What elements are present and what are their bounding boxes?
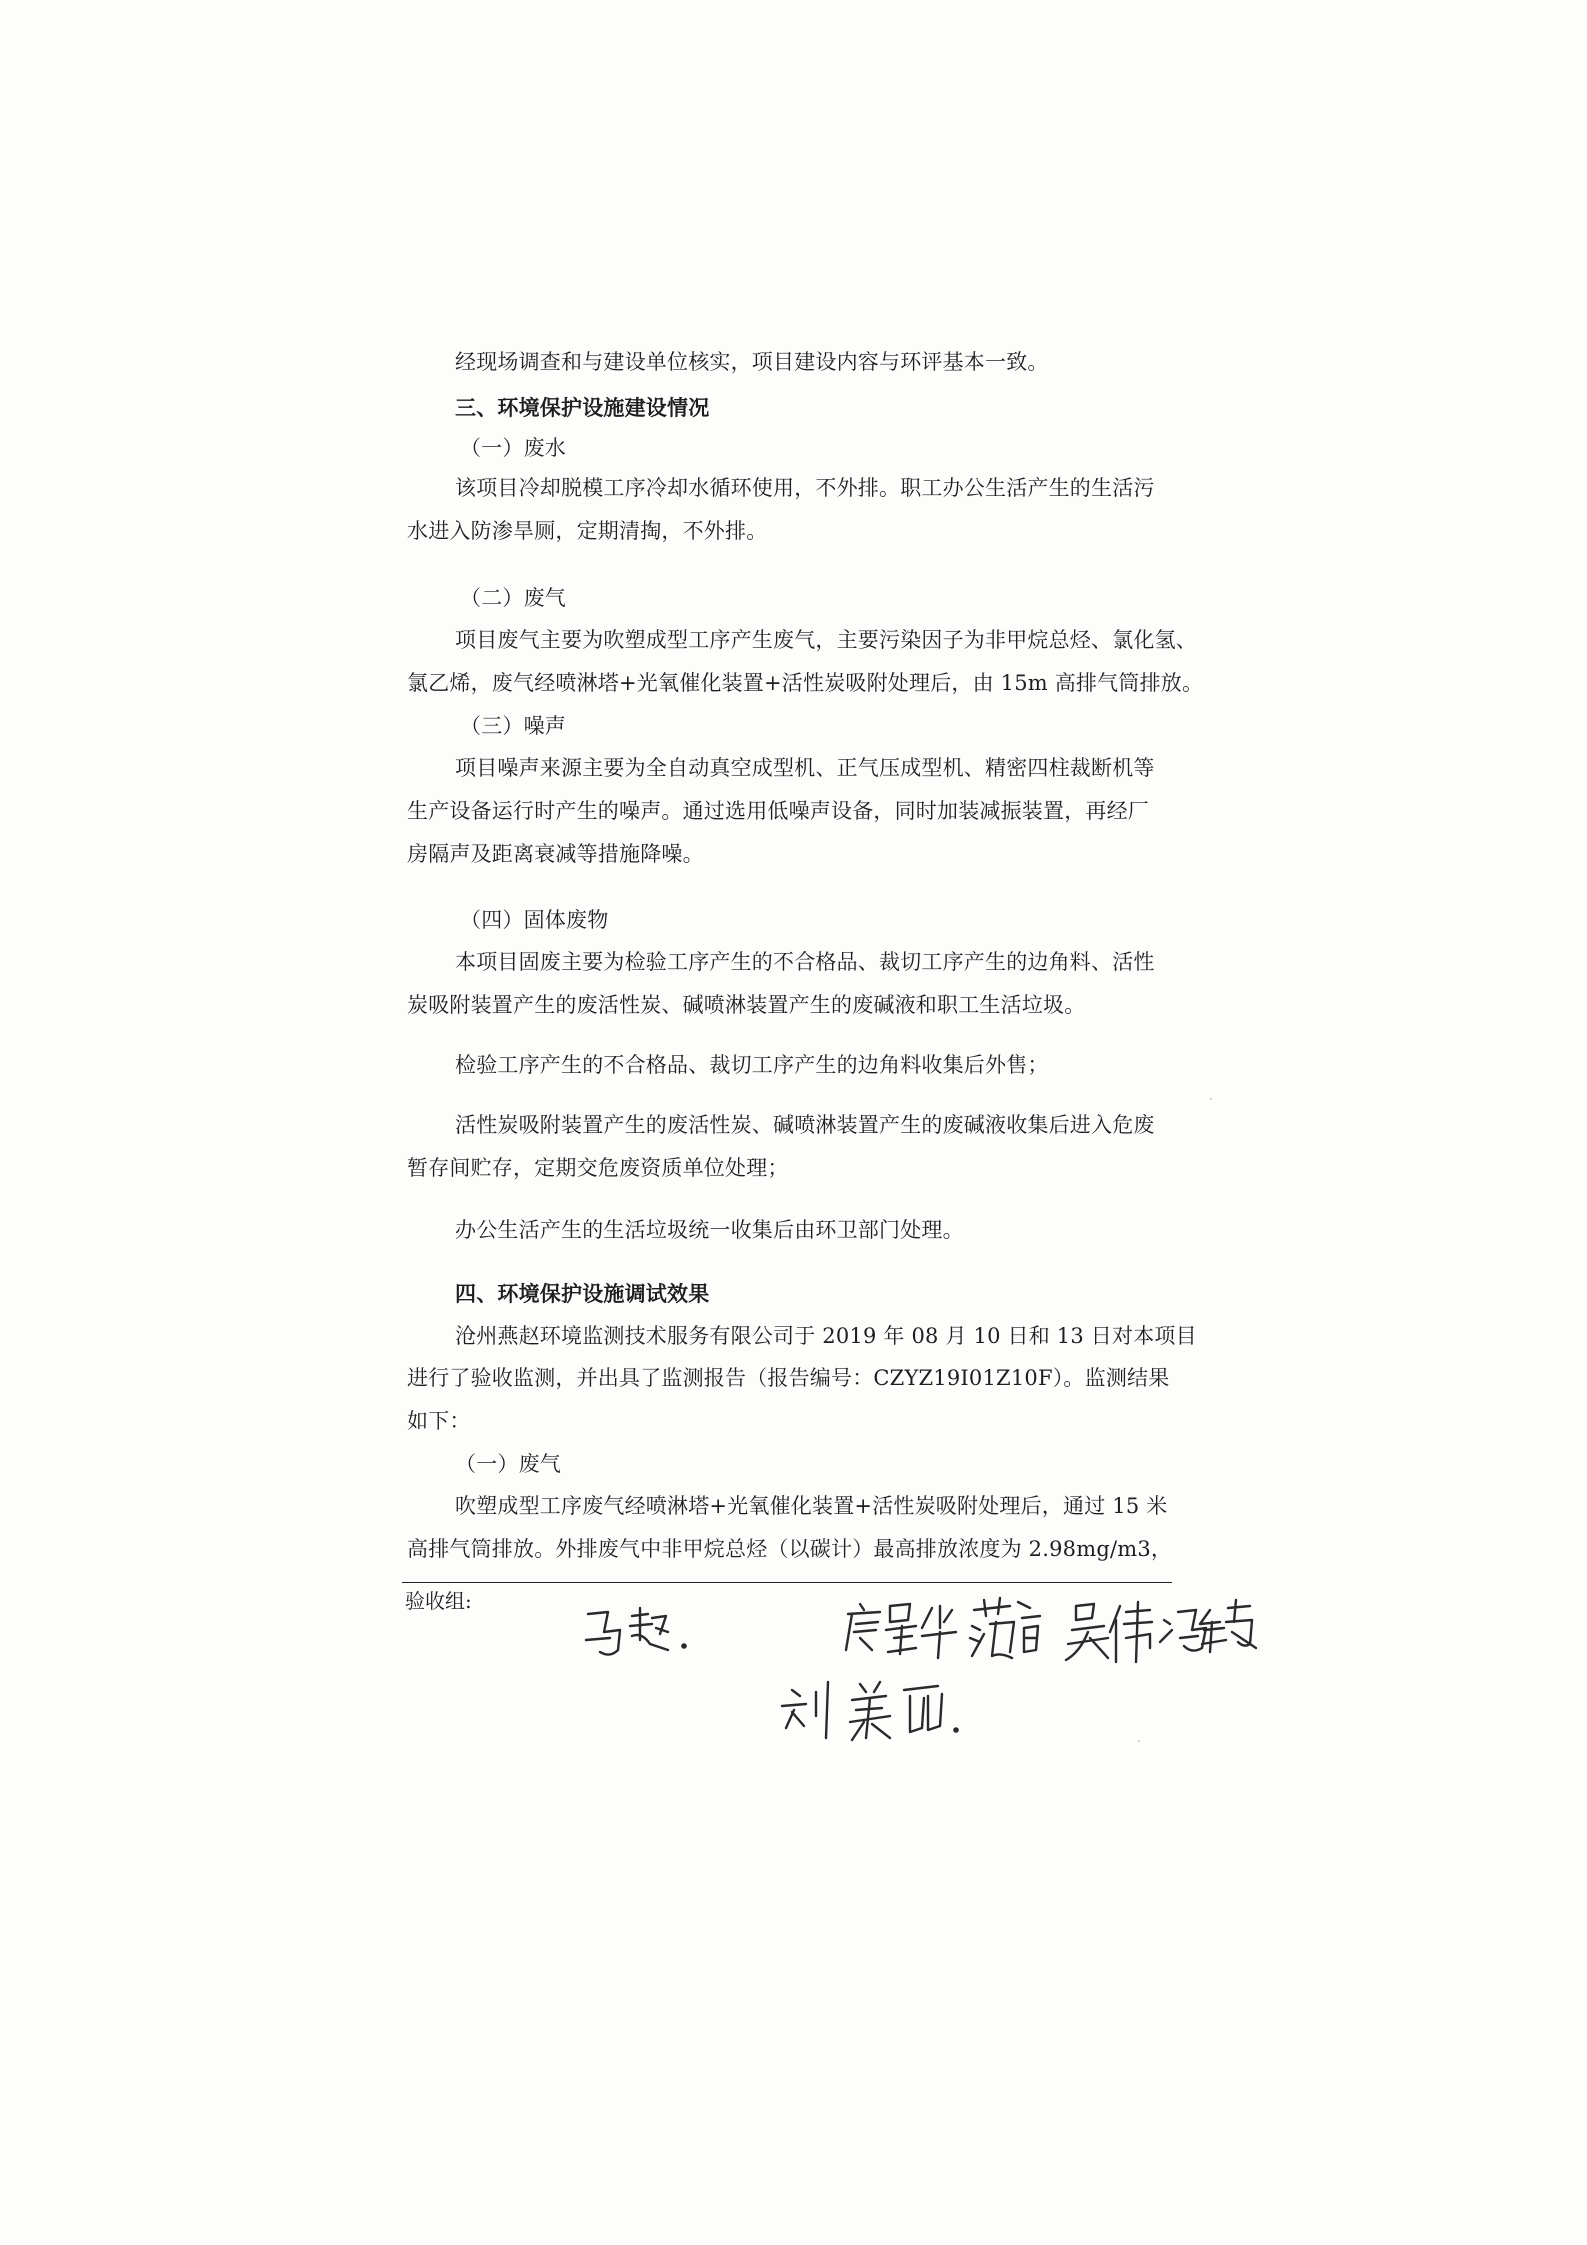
subsection-heading: （三）噪声 (460, 714, 566, 738)
signature-liu-meili (782, 1682, 958, 1740)
text-line: 本项目固废主要为检验工序产生的不合格品、裁切工序产生的边角料、活性 (455, 950, 1155, 974)
subsection-heading: （四）固体废物 (460, 908, 609, 932)
text-line: 房隔声及距离衰减等措施降噪。 (407, 842, 704, 866)
signature-ma-chao (586, 1608, 686, 1655)
subsection-heading: （二）废气 (460, 586, 566, 610)
signature-label: 验收组: (405, 1589, 472, 1613)
text-line: 氯乙烯，废气经喷淋塔+光氧催化装置+活性炭吸附处理后，由 15m 高排气筒排放。 (407, 671, 1204, 695)
signature-divider (402, 1582, 1172, 1583)
section-heading: 四、环境保护设施调试效果 (455, 1281, 710, 1306)
handwritten-signatures (560, 1592, 1260, 1742)
text-line: 沧州燕赵环境监测技术服务有限公司于 2019 年 08 月 10 日和 13 日对本项目 (455, 1324, 1197, 1348)
text-line: 生产设备运行时产生的噪声。通过选用低噪声设备，同时加装减振装置，再经厂 (407, 799, 1149, 823)
text-line: 检验工序产生的不合格品、裁切工序产生的边角料收集后外售； (455, 1053, 1049, 1077)
signature-wu-wei (1066, 1602, 1152, 1662)
section-heading: 三、环境保护设施建设情况 (455, 395, 710, 420)
text-line: 高排气筒排放。外排废气中非甲烷总烃（以碳计）最高排放浓度为 2.98mg/m3， (407, 1537, 1173, 1561)
text-line: 项目噪声来源主要为全自动真空成型机、正气压成型机、精密四柱裁断机等 (455, 756, 1155, 780)
text-line: 炭吸附装置产生的废活性炭、碱喷淋装置产生的废碱液和职工生活垃圾。 (407, 993, 1086, 1017)
text-line: 项目废气主要为吹塑成型工序产生废气，主要污染因子为非甲烷总烃、氯化氢、 (455, 628, 1197, 652)
text-line: 经现场调查和与建设单位核实，项目建设内容与环评基本一致。 (455, 350, 1049, 374)
text-line: 进行了验收监测，并出具了监测报告（报告编号：CZYZ19I01Z10F）。监测结果 (407, 1366, 1170, 1390)
text-line: 办公生活产生的生活垃圾统一收集后由环卫部门处理。 (455, 1218, 964, 1242)
signature-fang-xinghua (846, 1604, 956, 1658)
signature-fan-rui (970, 1598, 1040, 1658)
text-line: 水进入防渗旱厕，定期清掏，不外排。 (407, 519, 768, 543)
subsection-heading: （一）废水 (460, 436, 566, 460)
text-line: 该项目冷却脱模工序冷却水循环使用，不外排。职工办公生活产生的生活污 (455, 476, 1155, 500)
text-line: 暂存间贮存，定期交危废资质单位处理； (407, 1156, 789, 1180)
text-line: 活性炭吸附装置产生的废活性炭、碱喷淋装置产生的废碱液收集后进入危废 (455, 1113, 1155, 1137)
scan-speck (1210, 1098, 1212, 1100)
subsection-heading: （一）废气 (455, 1452, 561, 1476)
text-line: 如下： (407, 1409, 471, 1433)
scan-speck (1138, 1740, 1140, 1742)
signature-feng-jinyan (1160, 1600, 1256, 1652)
text-line: 吹塑成型工序废气经喷淋塔+光氧催化装置+活性炭吸附处理后，通过 15 米 (455, 1494, 1168, 1518)
